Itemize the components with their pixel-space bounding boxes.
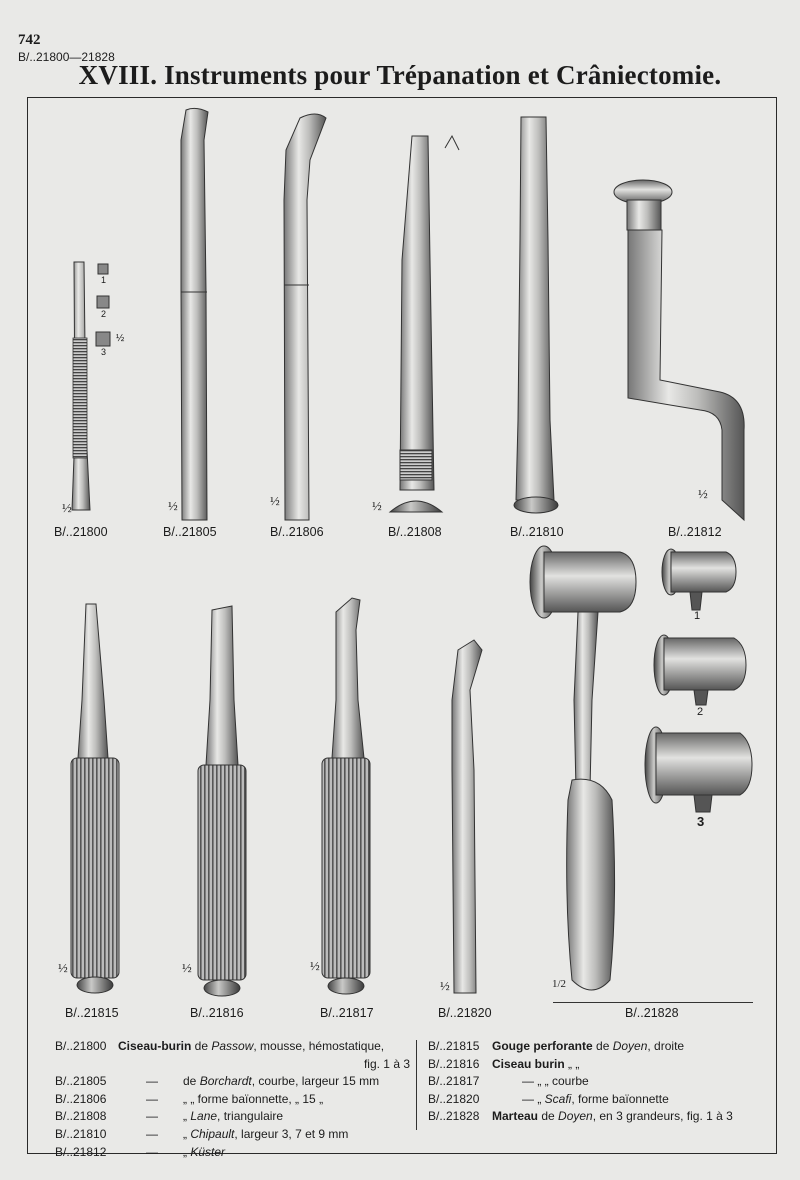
instrument-21800 <box>72 262 110 510</box>
hammer-head-label-2: 2 <box>697 706 704 718</box>
instrument-21810 <box>514 117 558 513</box>
legend-italic: Passow <box>211 1039 254 1053</box>
legend-text: „ „ forme baïonnette, „ 15 „ <box>183 1091 324 1106</box>
legend-after: , mousse, hémostatique, <box>253 1039 385 1053</box>
legend-italic: Chipault <box>190 1126 235 1141</box>
legend-code: B/..21805 <box>55 1074 107 1089</box>
legend-dash: — <box>146 1126 158 1141</box>
figure-label-21815: B/..21815 <box>65 1006 119 1020</box>
legend-after: , largeur 3, 7 et 9 mm <box>234 1126 349 1141</box>
scale-21800: ½ <box>62 500 72 515</box>
instrument-21805 <box>181 108 208 520</box>
figure-label-21805: B/..21805 <box>163 525 217 539</box>
legend-right <box>428 1038 773 1126</box>
instrument-21817 <box>322 598 370 994</box>
legend-code: B/..21817 <box>428 1074 480 1089</box>
figure-label-21810: B/..21810 <box>510 525 564 539</box>
page-number: 742 <box>18 32 41 48</box>
legend-row <box>55 1126 410 1144</box>
legend-row <box>55 1091 410 1109</box>
instrument-21812 <box>614 180 744 520</box>
scale-21820: ½ <box>440 978 450 993</box>
legend-text: „ <box>183 1109 191 1124</box>
legend-text: de <box>191 1039 212 1053</box>
legend-dash: — <box>146 1109 158 1124</box>
instrument-21828 <box>530 546 752 990</box>
legend-text: „ <box>183 1144 191 1159</box>
catalog-range: B/..21800—21828 <box>18 50 115 64</box>
legend-code: B/..21810 <box>55 1126 107 1141</box>
legend-row <box>428 1056 773 1074</box>
legend-dash: — <box>146 1074 158 1089</box>
legend-italic: Doyen <box>612 1039 648 1053</box>
legend-row <box>428 1073 773 1091</box>
instrument-21816 <box>198 606 246 996</box>
figure-label-21817: B/..21817 <box>320 1006 374 1020</box>
legend-code: B/..21828 <box>428 1109 480 1124</box>
fig-label-1: 1 <box>101 275 107 285</box>
figure-label-21812: B/..21812 <box>668 525 722 539</box>
legend-code: B/..21800 <box>55 1039 107 1053</box>
figure-label-21806: B/..21806 <box>270 525 324 539</box>
scale-21808: ½ <box>372 498 382 513</box>
instrument-21808 <box>390 136 459 512</box>
hammer-head-label-1: 1 <box>694 610 701 622</box>
fig-scale-label: ½ <box>116 333 125 344</box>
legend-row <box>55 1038 410 1056</box>
legend-text: — „ <box>522 1091 545 1106</box>
legend-text: de <box>183 1074 200 1089</box>
scale-21806: ½ <box>270 493 280 508</box>
legend-after: , forme baïonnette <box>571 1091 669 1106</box>
legend-left <box>55 1038 410 1161</box>
legend-name: Ciseau burin <box>492 1056 565 1071</box>
instrument-21806 <box>284 114 326 520</box>
scale-21815: ½ <box>58 960 68 975</box>
instrument-21815 <box>71 604 119 993</box>
legend-after: , triangulaire <box>217 1109 284 1124</box>
hammer-bracket <box>553 1002 753 1003</box>
legend-code: B/..21816 <box>428 1056 480 1071</box>
legend-text: „ „ <box>564 1056 580 1071</box>
legend-code: B/..21808 <box>55 1109 107 1124</box>
figure-label-21828: B/..21828 <box>625 1006 679 1020</box>
fig-label-3: 3 <box>101 347 107 357</box>
legend-after: , courbe, largeur 15 mm <box>251 1074 380 1089</box>
legend-after: , en 3 grandeurs, fig. 1 à 3 <box>592 1109 733 1124</box>
legend-code: B/..21806 <box>55 1091 107 1106</box>
page-title: XVIII. Instruments pour Trépanation et Crâniectomie. <box>78 60 722 90</box>
figure-label-21816: B/..21816 <box>190 1006 244 1020</box>
legend-name: Gouge perforante <box>492 1039 593 1053</box>
legend-after: , droite <box>647 1039 685 1053</box>
legend-after: fig. 1 à 3 <box>363 1056 410 1071</box>
legend-row <box>55 1144 410 1162</box>
legend-italic: Doyen <box>558 1109 593 1124</box>
figure-label-21808: B/..21808 <box>388 525 442 539</box>
scale-21828: 1/2 <box>552 978 567 990</box>
legend-row <box>55 1108 410 1126</box>
legend-italic: Lane <box>190 1109 218 1124</box>
legend-italic: Borchardt <box>199 1074 252 1089</box>
legend-code: B/..21820 <box>428 1091 480 1106</box>
legend-italic: Küster <box>190 1144 226 1159</box>
legend-code: B/..21815 <box>428 1039 480 1053</box>
hammer-head-label-3: 3 <box>697 814 705 829</box>
legend-name: Marteau <box>492 1109 539 1124</box>
scale-21816: ½ <box>182 960 192 975</box>
legend-row <box>55 1056 410 1074</box>
legend-text: — „ „ courbe <box>522 1074 589 1089</box>
legend-italic: Scafi <box>544 1091 572 1106</box>
legend-row <box>428 1108 773 1126</box>
legend-dash: — <box>146 1091 158 1106</box>
scale-21812: ½ <box>698 486 708 501</box>
legend-row <box>428 1038 773 1056</box>
instrument-21820 <box>452 640 482 993</box>
scale-21817: ½ <box>310 958 320 973</box>
fig-label-2: 2 <box>101 309 107 319</box>
legend-row <box>55 1073 410 1091</box>
legend-text: „ <box>183 1126 191 1141</box>
figure-label-21800: B/..21800 <box>54 525 108 539</box>
figure-label-21820: B/..21820 <box>438 1006 492 1020</box>
legend-text: de <box>592 1039 613 1053</box>
legend-dash: — <box>146 1144 158 1159</box>
legend-name: Ciseau-burin <box>118 1039 192 1053</box>
legend-code: B/..21812 <box>55 1144 107 1159</box>
legend-row <box>428 1091 773 1109</box>
legend-divider <box>416 1040 417 1130</box>
scale-21805: ½ <box>168 498 178 513</box>
legend-text: de <box>538 1109 559 1124</box>
